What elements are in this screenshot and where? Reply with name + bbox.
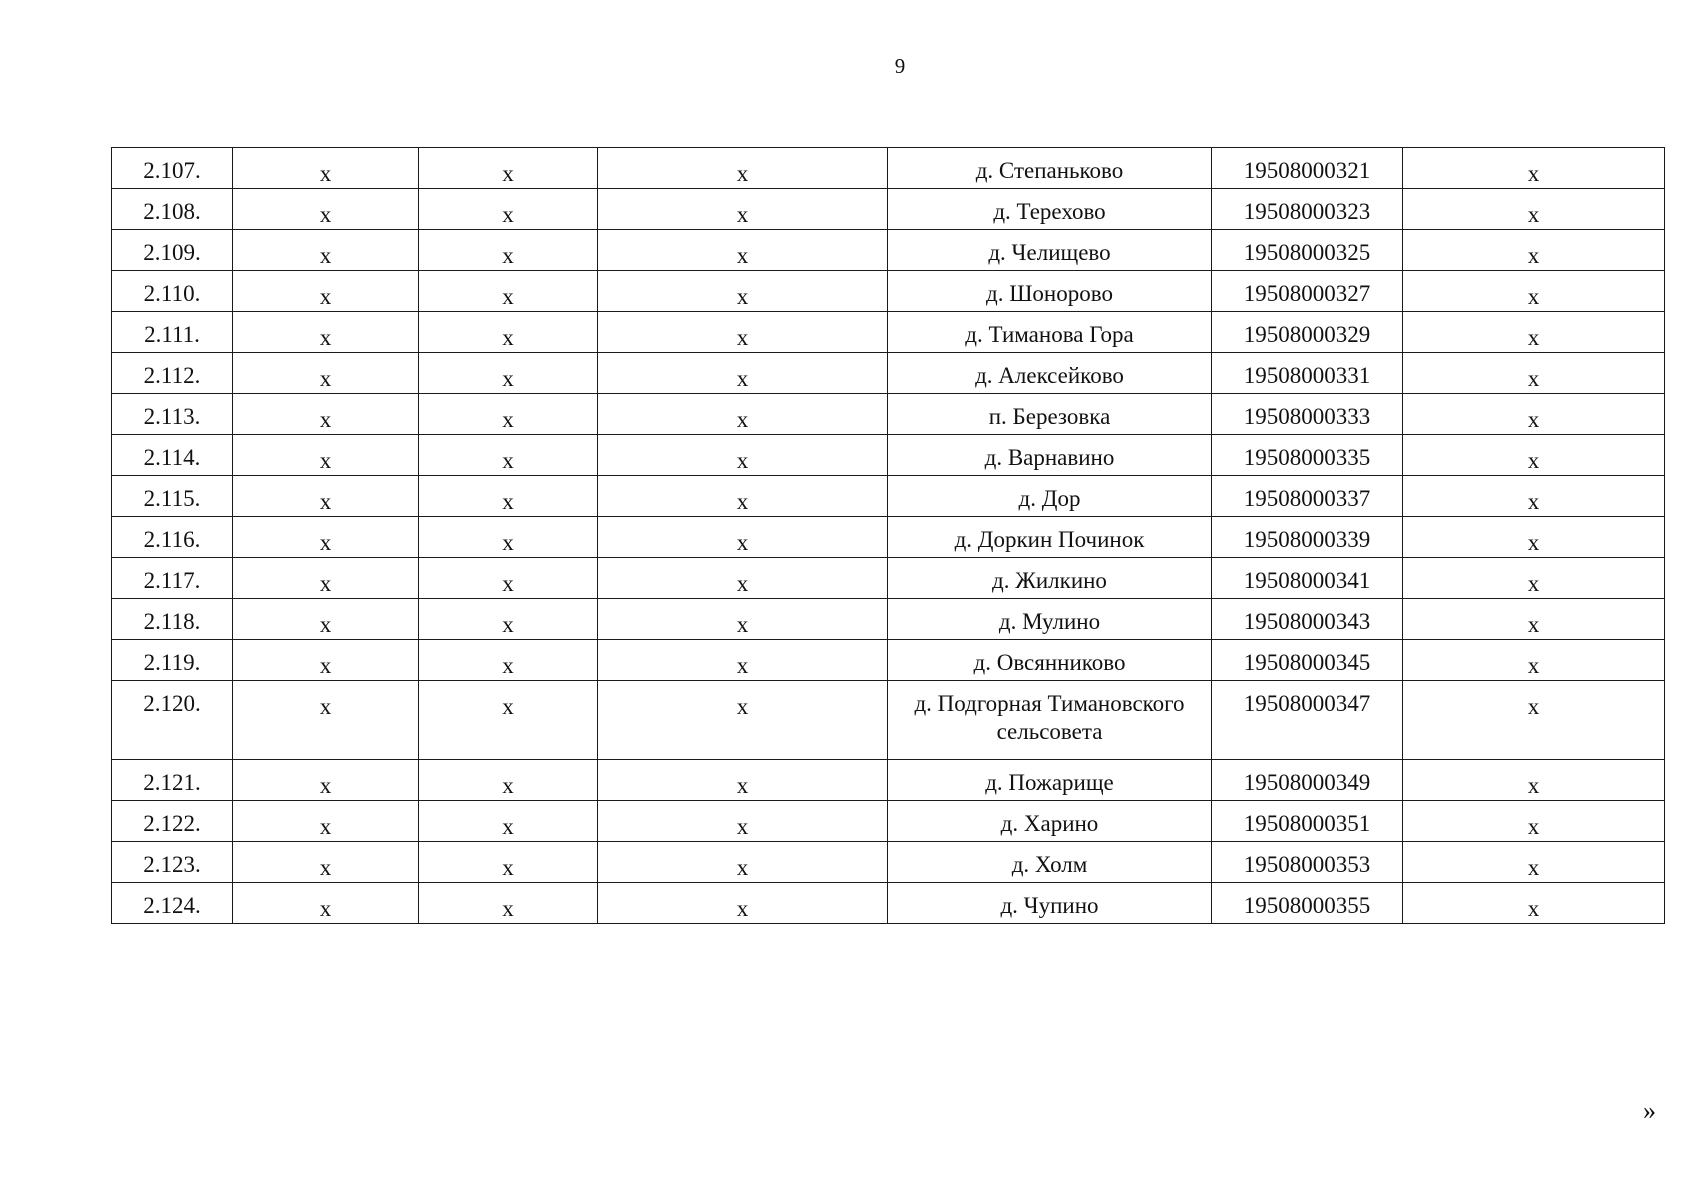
placeholder-cell: x	[598, 271, 888, 312]
oktmo-code-cell: 19508000325	[1212, 230, 1403, 271]
placeholder-cell: x	[598, 312, 888, 353]
placeholder-cell: x	[419, 842, 598, 883]
settlement-name-cell: д. Дор	[888, 476, 1212, 517]
oktmo-code-cell: 19508000341	[1212, 558, 1403, 599]
settlement-name-cell: д. Подгорная Тимановского сельсовета	[888, 681, 1212, 760]
oktmo-code-cell: 19508000347	[1212, 681, 1403, 760]
placeholder-cell: x	[419, 801, 598, 842]
settlement-name-cell: д. Челищево	[888, 230, 1212, 271]
placeholder-cell: x	[598, 517, 888, 558]
placeholder-cell: x	[233, 189, 419, 230]
placeholder-cell: x	[598, 681, 888, 760]
placeholder-cell: x	[598, 640, 888, 681]
oktmo-code-cell: 19508000339	[1212, 517, 1403, 558]
placeholder-cell: x	[419, 271, 598, 312]
placeholder-cell: x	[598, 476, 888, 517]
placeholder-cell: x	[233, 435, 419, 476]
placeholder-cell: x	[233, 230, 419, 271]
placeholder-cell: x	[419, 394, 598, 435]
placeholder-cell: x	[233, 681, 419, 760]
settlements-table-wrapper	[111, 147, 1665, 924]
placeholder-cell: x	[1403, 435, 1665, 476]
placeholder-cell: x	[1403, 801, 1665, 842]
placeholder-cell: x	[419, 312, 598, 353]
placeholder-cell: x	[419, 599, 598, 640]
row-number-cell: 2.120.	[112, 681, 233, 760]
row-number-cell: 2.110.	[112, 271, 233, 312]
table-body	[112, 148, 1665, 924]
row-number-cell: 2.115.	[112, 476, 233, 517]
placeholder-cell: x	[419, 435, 598, 476]
table-row	[112, 148, 1665, 189]
placeholder-cell: x	[419, 189, 598, 230]
placeholder-cell: x	[1403, 517, 1665, 558]
placeholder-cell: x	[419, 230, 598, 271]
placeholder-cell: x	[233, 640, 419, 681]
settlement-name-cell: д. Алексейково	[888, 353, 1212, 394]
table-row	[112, 558, 1665, 599]
placeholder-cell: x	[598, 435, 888, 476]
row-number-cell: 2.121.	[112, 760, 233, 801]
placeholder-cell: x	[233, 394, 419, 435]
placeholder-cell: x	[419, 883, 598, 924]
table-row	[112, 640, 1665, 681]
table-row	[112, 883, 1665, 924]
oktmo-code-cell: 19508000355	[1212, 883, 1403, 924]
settlement-name-cell: д. Тиманова Гора	[888, 312, 1212, 353]
placeholder-cell: x	[419, 558, 598, 599]
row-number-cell: 2.116.	[112, 517, 233, 558]
page-number: 9	[894, 54, 906, 78]
settlement-name-cell: п. Березовка	[888, 394, 1212, 435]
placeholder-cell: x	[233, 558, 419, 599]
placeholder-cell: x	[419, 148, 598, 189]
placeholder-cell: x	[598, 394, 888, 435]
table-row	[112, 189, 1665, 230]
settlements-table	[111, 147, 1665, 924]
row-number-cell: 2.109.	[112, 230, 233, 271]
placeholder-cell: x	[233, 353, 419, 394]
row-number-cell: 2.122.	[112, 801, 233, 842]
table-row	[112, 476, 1665, 517]
row-number-cell: 2.119.	[112, 640, 233, 681]
placeholder-cell: x	[598, 599, 888, 640]
oktmo-code-cell: 19508000321	[1212, 148, 1403, 189]
placeholder-cell: x	[233, 760, 419, 801]
table-row	[112, 271, 1665, 312]
oktmo-code-cell: 19508000337	[1212, 476, 1403, 517]
oktmo-code-cell: 19508000343	[1212, 599, 1403, 640]
oktmo-code-cell: 19508000349	[1212, 760, 1403, 801]
row-number-cell: 2.124.	[112, 883, 233, 924]
placeholder-cell: x	[598, 801, 888, 842]
placeholder-cell: x	[233, 271, 419, 312]
placeholder-cell: x	[1403, 476, 1665, 517]
oktmo-code-cell: 19508000331	[1212, 353, 1403, 394]
settlement-name-cell: д. Терехово	[888, 189, 1212, 230]
row-number-cell: 2.114.	[112, 435, 233, 476]
row-number-cell: 2.123.	[112, 842, 233, 883]
placeholder-cell: x	[1403, 883, 1665, 924]
placeholder-cell: x	[1403, 353, 1665, 394]
placeholder-cell: x	[1403, 640, 1665, 681]
placeholder-cell: x	[1403, 312, 1665, 353]
placeholder-cell: x	[419, 476, 598, 517]
table-row	[112, 353, 1665, 394]
placeholder-cell: x	[1403, 760, 1665, 801]
settlement-name-cell: д. Жилкино	[888, 558, 1212, 599]
settlement-name-cell: д. Чупино	[888, 883, 1212, 924]
placeholder-cell: x	[598, 189, 888, 230]
row-number-cell: 2.112.	[112, 353, 233, 394]
placeholder-cell: x	[1403, 189, 1665, 230]
placeholder-cell: x	[1403, 842, 1665, 883]
placeholder-cell: x	[598, 230, 888, 271]
placeholder-cell: x	[419, 760, 598, 801]
table-row	[112, 435, 1665, 476]
placeholder-cell: x	[1403, 394, 1665, 435]
placeholder-cell: x	[1403, 681, 1665, 760]
placeholder-cell: x	[233, 883, 419, 924]
settlement-name-cell: д. Шонорово	[888, 271, 1212, 312]
settlement-name-cell: д. Степаньково	[888, 148, 1212, 189]
oktmo-code-cell: 19508000335	[1212, 435, 1403, 476]
placeholder-cell: x	[419, 640, 598, 681]
settlement-name-cell: д. Доркин Починок	[888, 517, 1212, 558]
placeholder-cell: x	[598, 760, 888, 801]
settlement-name-cell: д. Варнавино	[888, 435, 1212, 476]
placeholder-cell: x	[233, 517, 419, 558]
settlement-name-cell: д. Холм	[888, 842, 1212, 883]
oktmo-code-cell: 19508000351	[1212, 801, 1403, 842]
placeholder-cell: x	[1403, 271, 1665, 312]
placeholder-cell: x	[233, 476, 419, 517]
table-row	[112, 394, 1665, 435]
placeholder-cell: x	[598, 558, 888, 599]
placeholder-cell: x	[233, 599, 419, 640]
row-number-cell: 2.117.	[112, 558, 233, 599]
placeholder-cell: x	[419, 517, 598, 558]
placeholder-cell: x	[1403, 148, 1665, 189]
placeholder-cell: x	[1403, 558, 1665, 599]
table-row	[112, 517, 1665, 558]
placeholder-cell: x	[598, 148, 888, 189]
placeholder-cell: x	[598, 883, 888, 924]
placeholder-cell: x	[233, 842, 419, 883]
table-row	[112, 230, 1665, 271]
placeholder-cell: x	[598, 353, 888, 394]
table-row	[112, 842, 1665, 883]
placeholder-cell: x	[233, 148, 419, 189]
placeholder-cell: x	[419, 681, 598, 760]
settlement-name-cell: д. Харино	[888, 801, 1212, 842]
table-row	[112, 599, 1665, 640]
settlement-name-cell: д. Пожарище	[888, 760, 1212, 801]
placeholder-cell: x	[1403, 599, 1665, 640]
settlement-name-cell: д. Мулино	[888, 599, 1212, 640]
table-row	[112, 681, 1665, 760]
settlement-name-cell: д. Овсянниково	[888, 640, 1212, 681]
placeholder-cell: x	[233, 801, 419, 842]
table-row	[112, 801, 1665, 842]
oktmo-code-cell: 19508000333	[1212, 394, 1403, 435]
oktmo-code-cell: 19508000345	[1212, 640, 1403, 681]
placeholder-cell: x	[419, 353, 598, 394]
oktmo-code-cell: 19508000329	[1212, 312, 1403, 353]
row-number-cell: 2.108.	[112, 189, 233, 230]
closing-quote-mark: »	[1643, 1096, 1656, 1125]
oktmo-code-cell: 19508000323	[1212, 189, 1403, 230]
table-row	[112, 760, 1665, 801]
placeholder-cell: x	[598, 842, 888, 883]
row-number-cell: 2.107.	[112, 148, 233, 189]
row-number-cell: 2.111.	[112, 312, 233, 353]
placeholder-cell: x	[233, 312, 419, 353]
row-number-cell: 2.113.	[112, 394, 233, 435]
oktmo-code-cell: 19508000353	[1212, 842, 1403, 883]
row-number-cell: 2.118.	[112, 599, 233, 640]
placeholder-cell: x	[1403, 230, 1665, 271]
oktmo-code-cell: 19508000327	[1212, 271, 1403, 312]
table-row	[112, 312, 1665, 353]
